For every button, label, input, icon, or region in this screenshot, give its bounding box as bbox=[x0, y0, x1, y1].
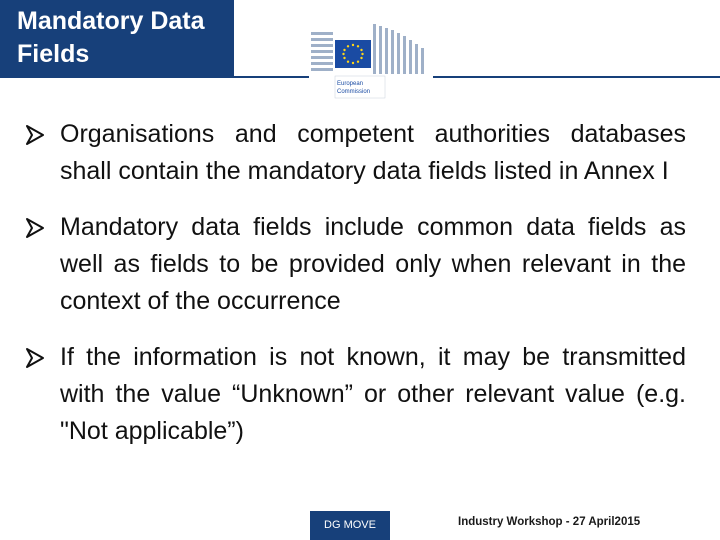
logo-text-line-1: European bbox=[337, 81, 364, 87]
bullet-arrow-icon bbox=[24, 124, 46, 146]
bullet-item bbox=[24, 116, 686, 190]
bullet-item bbox=[24, 339, 686, 450]
footer-event-label: Industry Workshop - 27 April2015 bbox=[458, 516, 641, 528]
title-bar bbox=[0, 0, 234, 76]
bullet-text-1: Organisations and competent authorities databases shall contain the mandatory data fields listed in Annex I bbox=[60, 120, 686, 185]
bullet-arrow-icon bbox=[24, 217, 46, 239]
bullet-item bbox=[24, 209, 686, 320]
bullet-arrow-icon bbox=[24, 347, 46, 369]
footer-dg-label: DG MOVE bbox=[310, 511, 390, 540]
bullet-text-2: Mandatory data fields include common data fields as well as fields to be provided only when relevant in the context of the occurrence bbox=[60, 213, 686, 315]
bullet-text-3: If the information is not known, it may be transmitted with the value “Unknown” or other relevant value (e.g. "Not applicable”) bbox=[60, 343, 686, 445]
slide-title: Mandatory Data Fields bbox=[17, 7, 205, 68]
european-commission-logo bbox=[309, 18, 433, 100]
bullet-list bbox=[24, 116, 686, 469]
logo-text-line-2: Commission bbox=[337, 89, 371, 95]
